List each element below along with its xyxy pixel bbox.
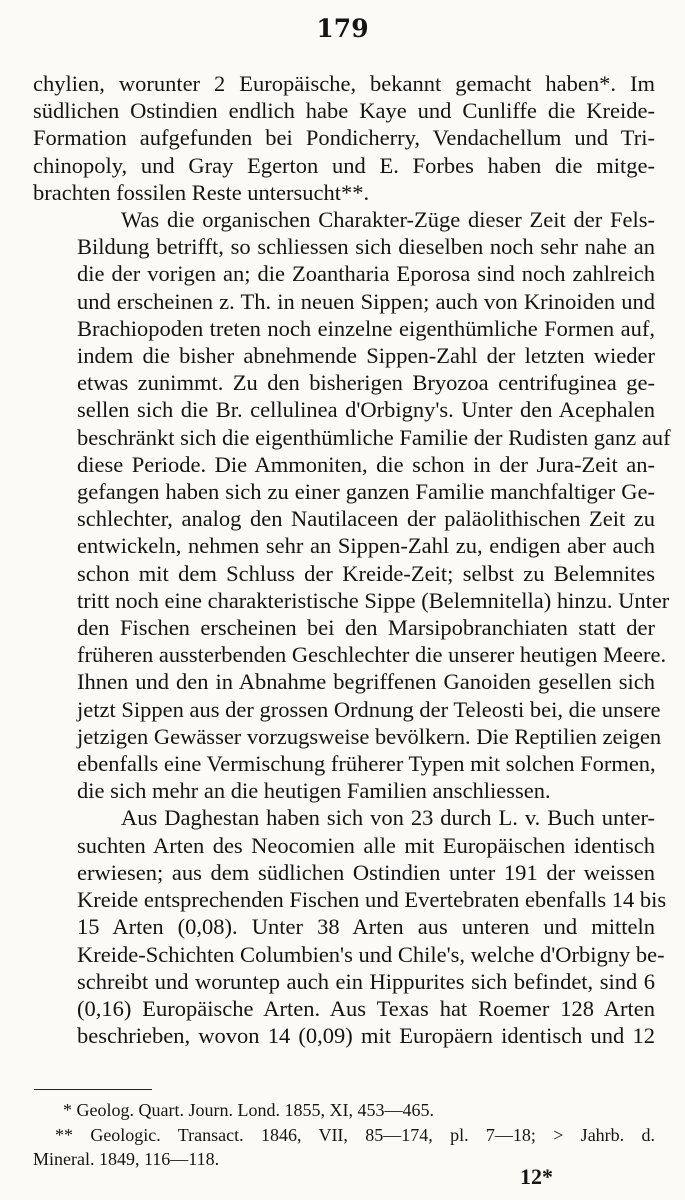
text-line: 15 Arten (0,08). Unter 38 Arten aus unteren und mitteln [77,914,655,940]
text-line: den Fischen erscheinen bei den Marsipobranchiaten statt der [77,615,655,641]
text-line: Ihnen und den in Abnahme begriffenen Ganoiden gesellen sich [77,669,655,695]
text-line: etwas zunimmt. Zu den bisherigen Bryozoa centrifuginea ge- [77,370,655,396]
paragraph-2 [33,206,671,804]
text-line: ebenfalls eine Vermischung früherer Typen mit solchen Formen, [77,751,656,777]
page-number: 179 [316,14,369,43]
text-line: beschränkt sich die eigenthümliche Familie der Rudisten ganz auf [77,424,671,450]
text-line: jetzigen Gewässer vorzugsweise bevölkern. Die Reptilien zeigen [77,723,662,749]
text-line: entwickeln, nehmen sehr an Sippen-Zahl zu, endigen aber auch [77,533,655,559]
text-line: chylien, worunter 2 Europäische, bekannt gemacht haben*. Im [33,71,655,96]
footnote-2-continued: Mineral. 1849, 116—118. [33,1149,220,1169]
text-line: indem die bisher abnehmende Sippen-Zahl der letzten wieder [77,343,655,369]
text-line: jetzt Sippen aus der grossen Ordnung der Teleosti bei, die unsere [77,696,661,722]
text-line: chinopoly, und Gray Egerton und E. Forbes haben die mitge- [33,152,655,178]
text-line: die sich mehr an die heutigen Familien anschliessen. [77,778,551,804]
text-line: Bildung betrifft, so schliessen sich dieselben noch sehr nahe an [77,234,655,260]
text-line: früheren aussterbenden Geschlechter die unserer heutigen Meere. [77,642,667,668]
text-line: tritt noch eine charakteristische Sippe (Belemnitella) hinzu. Unter [77,587,670,613]
text-line: Aus Daghestan haben sich von 23 durch L. v. Buch unter- [121,805,655,831]
body-text [33,70,671,1049]
text-line: Was die organischen Charakter-Züge dieser Zeit der Fels- [121,207,655,233]
text-line: Formation aufgefunden bei Pondicherry, Vendachellum und Tri- [33,125,655,151]
text-line: südlichen Ostindien endlich habe Kaye und Cunliffe die Kreide- [33,98,655,124]
text-line: Brachiopoden treten noch einzelne eigenthümliche Formen auf, [77,315,655,341]
text-line: suchten Arten des Neocomien alle mit Europäischen identisch [77,832,655,858]
text-line: diese Periode. Die Ammoniten, die schon in der Jura-Zeit an- [77,451,655,477]
signature-mark: 12* [520,1164,553,1189]
text-line: beschrieben, wovon 14 (0,09) mit Europäern identisch und 12 [77,1023,655,1049]
text-line: gefangen haben sich zu einer ganzen Familie manchfaltiger Ge- [77,479,655,505]
footnote-2: ** Geologic. Transact. 1846, VII, 85—174, pl. 7—18; > Jahrb. d. [55,1124,655,1145]
text-line: brachten fossilen Reste untersucht**. [33,179,370,205]
text-line: (0,16) Europäische Arten. Aus Texas hat Roemer 128 Arten [77,995,655,1021]
text-line: Kreide entsprechenden Fischen und Evertebraten ebenfalls 14 bis [77,887,667,913]
footnotes [33,1098,655,1172]
paragraph-1 [33,70,655,206]
text-line: erwiesen; aus dem südlichen Ostindien unter 191 der weissen [77,859,655,885]
text-line: schreibt und woruntер auch ein Hippurites sich befindet, sind 6 [77,968,655,994]
text-line: schlechter, analog den Nautilaceen der paläolithischen Zeit zu [77,506,655,532]
footnote-divider [34,1089,152,1090]
text-line: Kreide-Schichten Columbien's und Chile's, welche d'Orbigny be- [77,941,665,967]
footnote-1: * Geolog. Quart. Journ. Lond. 1855, XI, 453—465. [63,1100,434,1120]
paragraph-3 [33,804,667,1049]
text-line: schon mit dem Schluss der Kreide-Zeit; selbst zu Belemnites [77,560,655,586]
text-line: sellen sich die Br. cellulinea d'Orbigny's. Unter den Acephalen [77,397,655,423]
text-line: die der vorigen an; die Zoantharia Eporosa sind noch zahlreich [77,261,655,287]
text-line: und erscheinen z. Th. in neuen Sippen; auch von Krinoiden und [77,288,655,314]
